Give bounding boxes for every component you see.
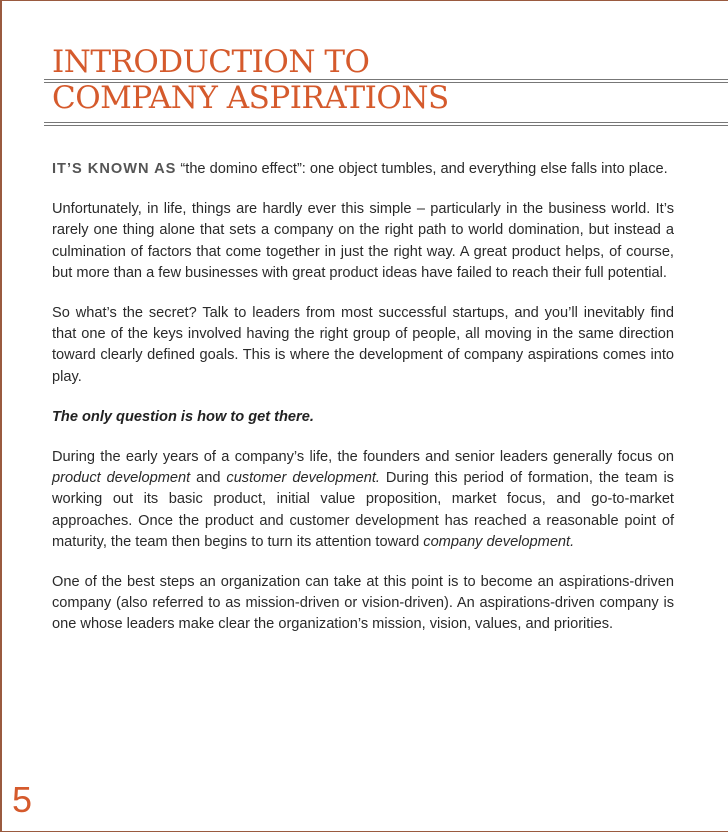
paragraph-5 (52, 447, 674, 553)
paragraph-question: The only question is how to get there. (52, 408, 314, 425)
page-title (52, 44, 728, 116)
paragraph-5-text-a: During the early years of a company’s life, the founders and senior leaders generally focus on (52, 449, 674, 466)
emphasis-customer-development: customer development. (226, 470, 380, 487)
paragraph-1 (52, 159, 674, 180)
title-rule (44, 79, 728, 80)
paragraph-1-text: “the domino effect”: one object tumbles, and everything else falls into place. (176, 161, 668, 177)
title-rule (44, 122, 728, 123)
paragraph-5-text-e: During this period of formation, the team is working out its basic product, initial value proposition, market focus, and go-to-market approaches. Once the product and customer development has reached a reasonable point of maturity, the team then begins to turn its attention toward (52, 470, 674, 550)
title-line-2: COMPANY ASPIRATIONS (52, 80, 449, 116)
emphasis-company-development: company development. (423, 533, 575, 550)
page-number: 5 (12, 779, 33, 820)
paragraph-5-text-c: and (190, 470, 227, 487)
title-rule (44, 82, 728, 83)
body-text (52, 159, 674, 655)
paragraph-2: Unfortunately, in life, things are hardly ever this simple – particularly in the business world. It’s rarely one thing alone that sets a company on the right path to world domination, but instead a culmination of factors that come together in just the right way. A great product helps, of course, but more than a few businesses with great product ideas have failed to reach their full potential. (52, 201, 674, 281)
paragraph-3: So what’s the secret? Talk to leaders from most successful startups, and you’ll inevitably find that one of the keys involved having the right group of people, all moving in the same direction toward clearly defined goals. This is where the development of company aspirations comes into play. (52, 305, 674, 385)
title-line-1: INTRODUCTION TO (52, 44, 370, 80)
emphasis-product-development: product development (52, 470, 191, 487)
title-rule (44, 125, 728, 126)
lead-in: IT’S KNOWN AS (52, 161, 177, 177)
paragraph-6: One of the best steps an organization can take at this point is to become an aspirations-driven company (also referred to as mission-driven or vision-driven). An aspirations-driven company is one whose leaders make clear the organization’s mission, vision, values, and priorities. (52, 574, 674, 633)
